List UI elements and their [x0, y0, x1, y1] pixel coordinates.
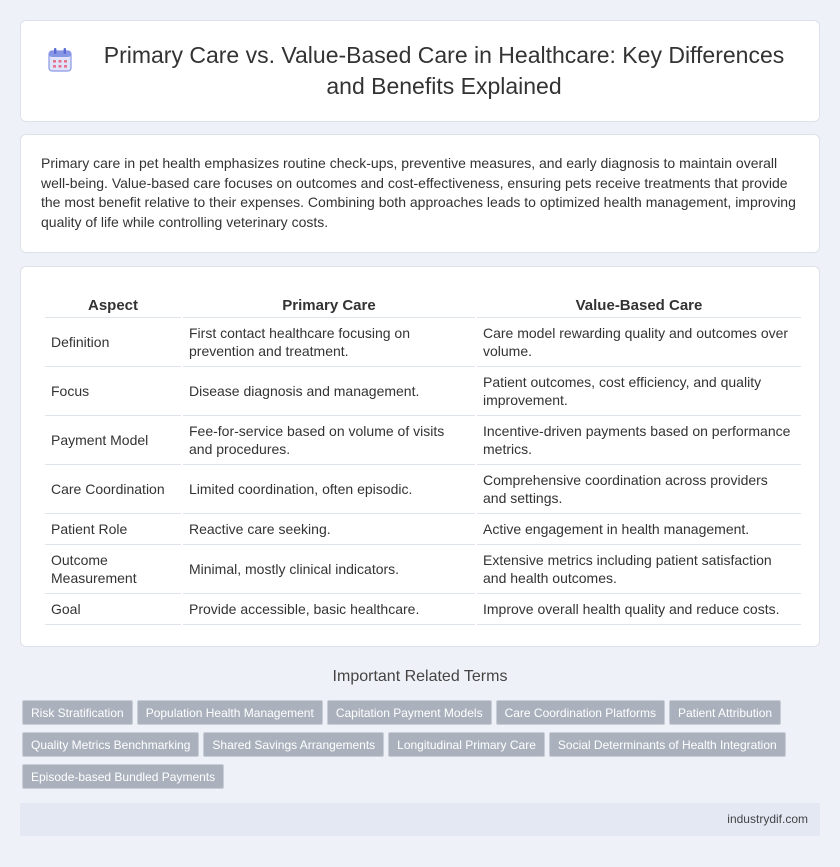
term-tag[interactable]: Shared Savings Arrangements — [203, 732, 384, 757]
primary-care-cell: Minimal, mostly clinical indicators. — [183, 545, 475, 594]
table-row — [45, 545, 801, 594]
comparison-card — [20, 266, 820, 647]
table-row — [45, 514, 801, 545]
primary-care-cell: First contact healthcare focusing on prevention and treatment. — [183, 318, 475, 367]
related-terms-heading: Important Related Terms — [332, 668, 508, 685]
value-based-care-cell: Extensive metrics including patient satisfaction and health outcomes. — [477, 545, 801, 594]
table-row — [45, 465, 801, 514]
footer — [20, 803, 820, 836]
comparison-table — [43, 292, 803, 625]
aspect-cell: Definition — [45, 318, 181, 367]
page-title: Primary Care vs. Value-Based Care in Healthcare: Key Differences and Benefits Explained — [103, 42, 785, 99]
primary-care-cell: Provide accessible, basic healthcare. — [183, 594, 475, 625]
table-row — [45, 367, 801, 416]
header-aspect: Aspect — [45, 292, 181, 318]
value-based-care-cell: Incentive-driven payments based on performance metrics. — [477, 416, 801, 465]
intro-paragraph: Primary care in pet health emphasizes routine check-ups, preventive measures, and early diagnosis to maintain overall well-being. Value-based care focuses on outcomes and cost-effectiveness, ensuring pets receive treatments that provide the most benefit relative to their expenses. Combining both approaches leads to optimized health management, improving quality of life while controlling veterinary costs. — [41, 155, 796, 230]
aspect-cell: Focus — [45, 367, 181, 416]
term-tag[interactable]: Patient Attribution — [669, 700, 781, 725]
primary-care-cell: Reactive care seeking. — [183, 514, 475, 545]
value-based-care-cell: Patient outcomes, cost efficiency, and quality improvement. — [477, 367, 801, 416]
aspect-cell: Outcome Measurement — [45, 545, 181, 594]
term-tag[interactable]: Longitudinal Primary Care — [388, 732, 545, 757]
value-based-care-cell: Improve overall health quality and reduce costs. — [477, 594, 801, 625]
aspect-cell: Goal — [45, 594, 181, 625]
intro-card — [20, 134, 820, 253]
term-tag[interactable]: Episode-based Bundled Payments — [22, 764, 224, 789]
title-wrap — [40, 40, 800, 102]
table-row — [45, 416, 801, 465]
primary-care-cell: Limited coordination, often episodic. — [183, 465, 475, 514]
primary-care-cell: Disease diagnosis and management. — [183, 367, 475, 416]
table-row — [45, 594, 801, 625]
value-based-care-cell: Comprehensive coordination across providers and settings. — [477, 465, 801, 514]
value-based-care-cell: Active engagement in health management. — [477, 514, 801, 545]
term-tag[interactable]: Risk Stratification — [22, 700, 133, 725]
title-card — [20, 20, 820, 122]
primary-care-cell: Fee-for-service based on volume of visits and procedures. — [183, 416, 475, 465]
term-tag[interactable]: Capitation Payment Models — [327, 700, 492, 725]
term-tag[interactable]: Population Health Management — [137, 700, 323, 725]
header-primary-care: Primary Care — [183, 292, 475, 318]
related-terms-list — [22, 700, 822, 796]
header-value-based-care: Value-Based Care — [477, 292, 801, 318]
table-row — [45, 318, 801, 367]
aspect-cell: Payment Model — [45, 416, 181, 465]
aspect-cell: Care Coordination — [45, 465, 181, 514]
value-based-care-cell: Care model rewarding quality and outcomes over volume. — [477, 318, 801, 367]
calendar-icon — [46, 46, 74, 74]
term-tag[interactable]: Social Determinants of Health Integration — [549, 732, 786, 757]
table-header-row — [45, 292, 801, 318]
footer-source[interactable]: industrydif.com — [727, 812, 808, 826]
aspect-cell: Patient Role — [45, 514, 181, 545]
term-tag[interactable]: Quality Metrics Benchmarking — [22, 732, 199, 757]
term-tag[interactable]: Care Coordination Platforms — [496, 700, 665, 725]
